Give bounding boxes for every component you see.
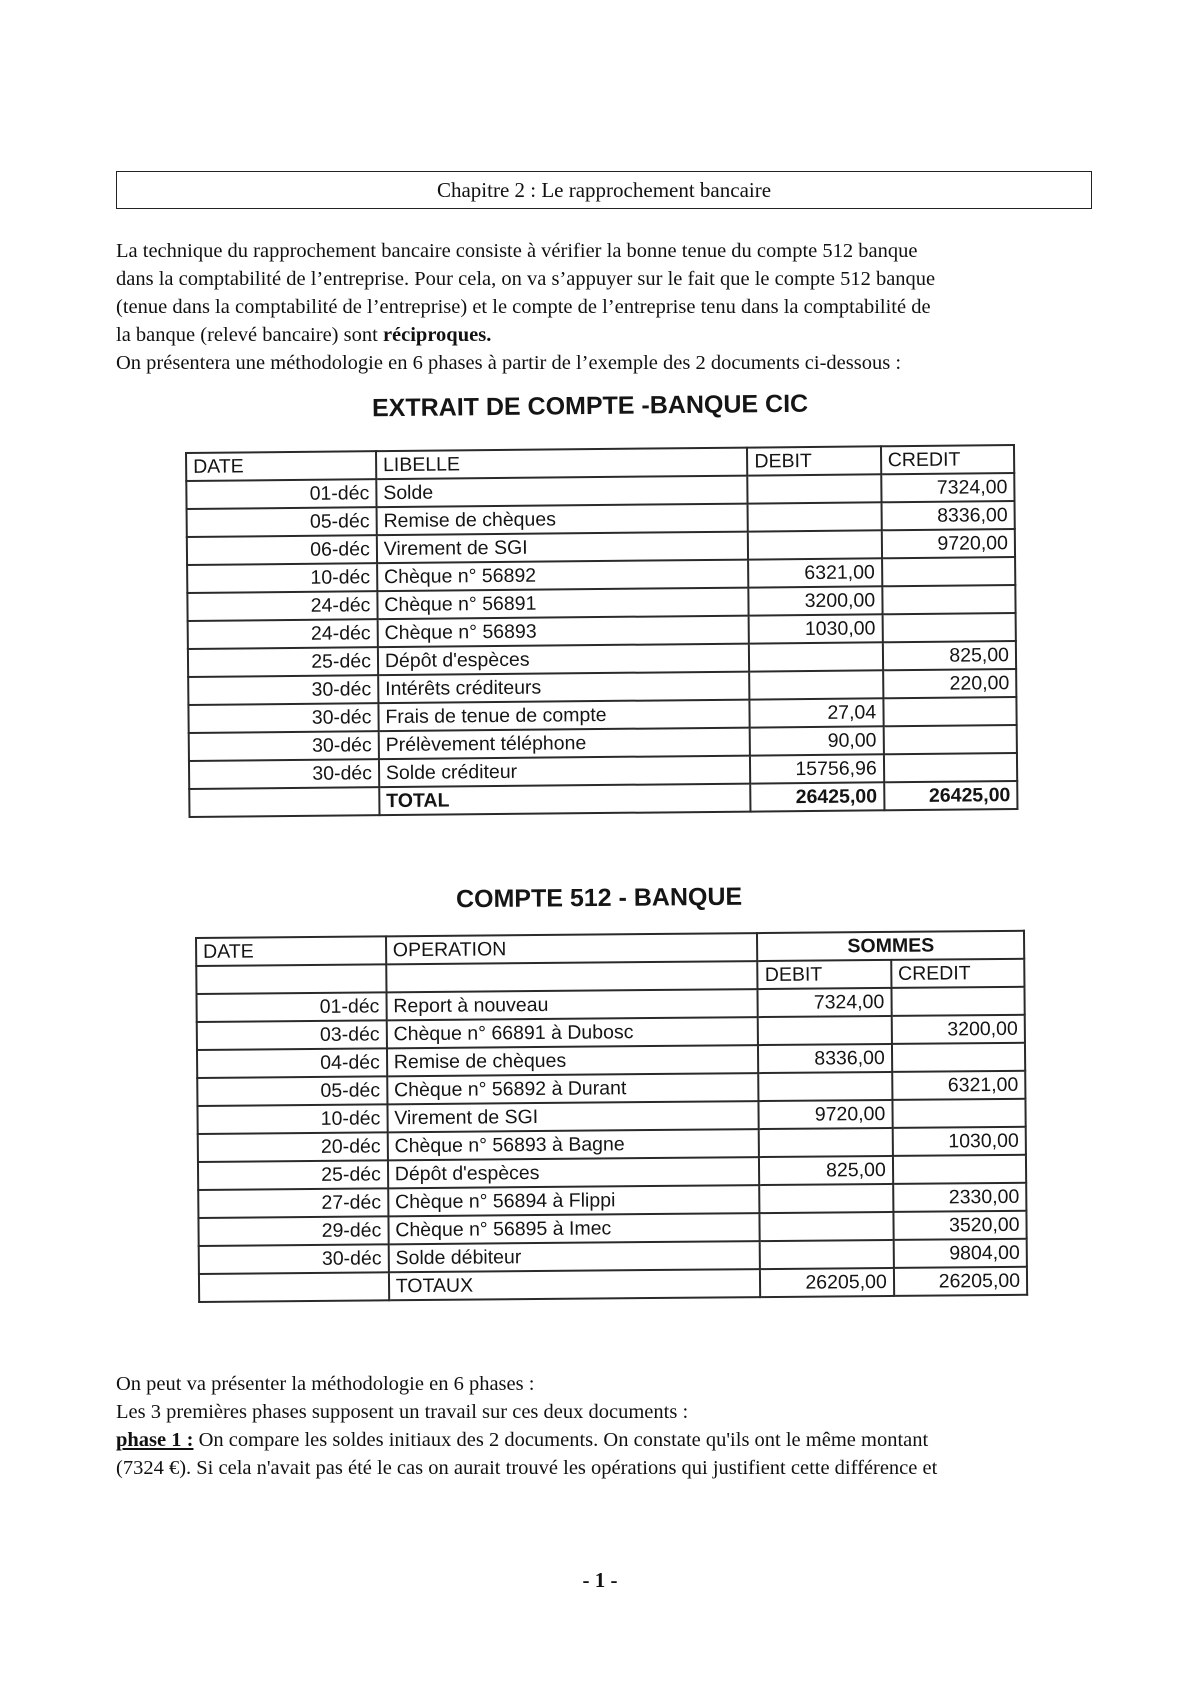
extrait-table: [185, 444, 1018, 818]
outro-line: (7324 €). Si cela n'avait pas été le cas on aurait trouvé les opérations qui justifient cette différence et: [116, 1457, 938, 1479]
row-debit: 1030,00: [749, 614, 883, 643]
row-debit: [759, 1072, 893, 1101]
row-date: 04-déc: [197, 1048, 387, 1078]
intro-line: dans la comptabilité de l’entreprise. Pour cela, on va s’appuyer sur le fait que le compte 512 banque: [116, 268, 936, 290]
row-debit: 8336,00: [758, 1044, 892, 1073]
row-date: 30-déc: [188, 703, 378, 733]
header-credit: CREDIT: [891, 959, 1025, 988]
total-label: TOTAUX: [389, 1269, 761, 1300]
header-debit: DEBIT: [758, 960, 892, 989]
row-debit: [760, 1240, 894, 1269]
total-row: [199, 1267, 1027, 1302]
emphasis-reciproques: réciproques.: [382, 324, 492, 346]
header-debit: DEBIT: [747, 446, 881, 475]
row-debit: [749, 642, 883, 671]
row-credit: [883, 697, 1017, 726]
row-operation: Chèque n° 56892 à Durant: [387, 1073, 759, 1104]
total-empty: [189, 787, 379, 817]
row-date: 30-déc: [188, 675, 378, 705]
row-operation: Chèque n° 56894 à Flippi: [388, 1185, 760, 1216]
row-libelle: Chèque n° 56891: [377, 588, 749, 620]
row-operation: Chèque n° 66891 à Dubosc: [386, 1017, 758, 1048]
header-date: DATE: [186, 451, 376, 481]
row-credit: 220,00: [883, 669, 1017, 698]
row-credit: 7324,00: [881, 473, 1015, 502]
header-operation: OPERATION: [386, 933, 758, 964]
intro-line: [116, 321, 1094, 349]
total-credit: 26425,00: [884, 781, 1018, 810]
row-debit: 6321,00: [748, 558, 882, 587]
row-operation: Virement de SGI: [387, 1101, 759, 1132]
intro-line: On présentera une méthodologie en 6 phases à partir de l’exemple des 2 documents ci-dessous :: [116, 352, 902, 374]
row-date: 20-déc: [198, 1132, 388, 1162]
row-date: 01-déc: [186, 479, 376, 509]
phase-1-label: phase 1 :: [116, 1429, 194, 1451]
total-credit: 26205,00: [894, 1267, 1028, 1296]
row-libelle: Chèque n° 56892: [377, 560, 749, 592]
row-libelle: Frais de tenue de compte: [378, 700, 750, 732]
row-date: 01-déc: [196, 992, 386, 1022]
row-debit: 3200,00: [749, 586, 883, 615]
row-credit: [892, 1043, 1026, 1072]
row-date: 10-déc: [197, 1104, 387, 1134]
row-credit: [882, 585, 1016, 614]
row-debit: [750, 670, 884, 699]
row-credit: [882, 557, 1016, 586]
row-credit: [883, 725, 1017, 754]
row-date: 03-déc: [197, 1020, 387, 1050]
row-libelle: Remise de chèques: [376, 504, 748, 536]
row-credit: 3200,00: [891, 1015, 1025, 1044]
row-date: 29-déc: [198, 1216, 388, 1246]
row-debit: [759, 1128, 893, 1157]
row-libelle: Chèque n° 56893: [377, 616, 749, 648]
row-debit: [760, 1212, 894, 1241]
row-credit: 2330,00: [893, 1183, 1027, 1212]
methodology-paragraph: [116, 1370, 1094, 1482]
total-debit: 26205,00: [760, 1268, 894, 1297]
total-label: TOTAL: [379, 784, 751, 816]
row-date: 24-déc: [188, 619, 378, 649]
header-sommes: SOMMES: [757, 931, 1024, 961]
outro-line: On peut va présenter la méthodologie en 6 phases :: [116, 1373, 535, 1395]
row-credit: [892, 1099, 1026, 1128]
row-credit: 9720,00: [881, 529, 1015, 558]
row-credit: 9804,00: [893, 1239, 1027, 1268]
row-credit: 3520,00: [893, 1211, 1027, 1240]
chapter-title: Chapitre 2 : Le rapprochement bancaire: [116, 171, 1092, 209]
row-operation: Chèque n° 56893 à Bagne: [387, 1129, 759, 1160]
header-empty: [196, 964, 386, 994]
row-operation: Solde débiteur: [388, 1241, 760, 1272]
total-empty: [199, 1272, 389, 1302]
row-date: 30-déc: [189, 759, 379, 789]
row-debit: [758, 1016, 892, 1045]
row-credit: [884, 753, 1018, 782]
row-libelle: Intérêts créditeurs: [378, 672, 750, 704]
row-date: 30-déc: [189, 731, 379, 761]
phase-1-text: On compare les soldes initiaux des 2 documents. On constate qu'ils ont le même montant: [193, 1429, 929, 1451]
row-date: 06-déc: [187, 535, 377, 565]
row-libelle: Solde créditeur: [379, 756, 751, 788]
row-date: 10-déc: [187, 563, 377, 593]
row-date: 27-déc: [198, 1188, 388, 1218]
outro-line: [116, 1426, 1094, 1454]
page-number: - 1 -: [582, 1568, 618, 1592]
row-date: 05-déc: [197, 1076, 387, 1106]
row-date: 25-déc: [198, 1160, 388, 1190]
header-date: DATE: [196, 936, 386, 966]
row-debit: 7324,00: [758, 988, 892, 1017]
row-debit: [760, 1184, 894, 1213]
row-credit: [891, 987, 1025, 1016]
row-debit: 9720,00: [759, 1100, 893, 1129]
row-debit: 90,00: [750, 726, 884, 755]
row-debit: [748, 530, 882, 559]
extrait-title: EXTRAIT DE COMPTE -BANQUE CIC: [371, 389, 809, 423]
row-credit: 1030,00: [892, 1127, 1026, 1156]
row-date: 24-déc: [187, 591, 377, 621]
header-libelle: LIBELLE: [376, 448, 748, 480]
outro-line: Les 3 premières phases supposent un travail sur ces deux documents :: [116, 1401, 689, 1423]
row-credit: 8336,00: [881, 501, 1015, 530]
row-operation: Remise de chèques: [387, 1045, 759, 1076]
row-credit: [893, 1155, 1027, 1184]
row-date: 05-déc: [187, 507, 377, 537]
compte512-title: COMPTE 512 - BANQUE: [455, 882, 743, 914]
row-operation: Dépôt d'espèces: [388, 1157, 760, 1188]
intro-line: (tenue dans la comptabilité de l’entreprise) et le compte de l’entreprise tenu dans la comptabilité de: [116, 296, 931, 318]
row-credit: 6321,00: [892, 1071, 1026, 1100]
compte512-table: [195, 930, 1028, 1303]
intro-text: la banque (relevé bancaire) sont: [116, 324, 383, 346]
row-operation: Report à nouveau: [386, 989, 758, 1020]
row-libelle: Virement de SGI: [377, 532, 749, 564]
row-date: 30-déc: [199, 1244, 389, 1274]
row-debit: 825,00: [759, 1156, 893, 1185]
row-debit: [748, 502, 882, 531]
row-debit: [748, 474, 882, 503]
row-date: 25-déc: [188, 647, 378, 677]
row-debit: 15756,96: [750, 754, 884, 783]
header-credit: CREDIT: [881, 445, 1015, 474]
intro-line: La technique du rapprochement bancaire consiste à vérifier la bonne tenue du compte 512 banque: [116, 240, 918, 262]
row-libelle: Prélèvement téléphone: [379, 728, 751, 760]
header-empty: [386, 961, 758, 992]
row-libelle: Solde: [376, 476, 748, 508]
row-debit: 27,04: [750, 698, 884, 727]
row-libelle: Dépôt d'espèces: [378, 644, 750, 676]
row-operation: Chèque n° 56895 à Imec: [388, 1213, 760, 1244]
intro-paragraph: [116, 237, 1094, 377]
row-credit: [882, 613, 1016, 642]
row-credit: 825,00: [883, 641, 1017, 670]
total-debit: 26425,00: [751, 782, 885, 811]
